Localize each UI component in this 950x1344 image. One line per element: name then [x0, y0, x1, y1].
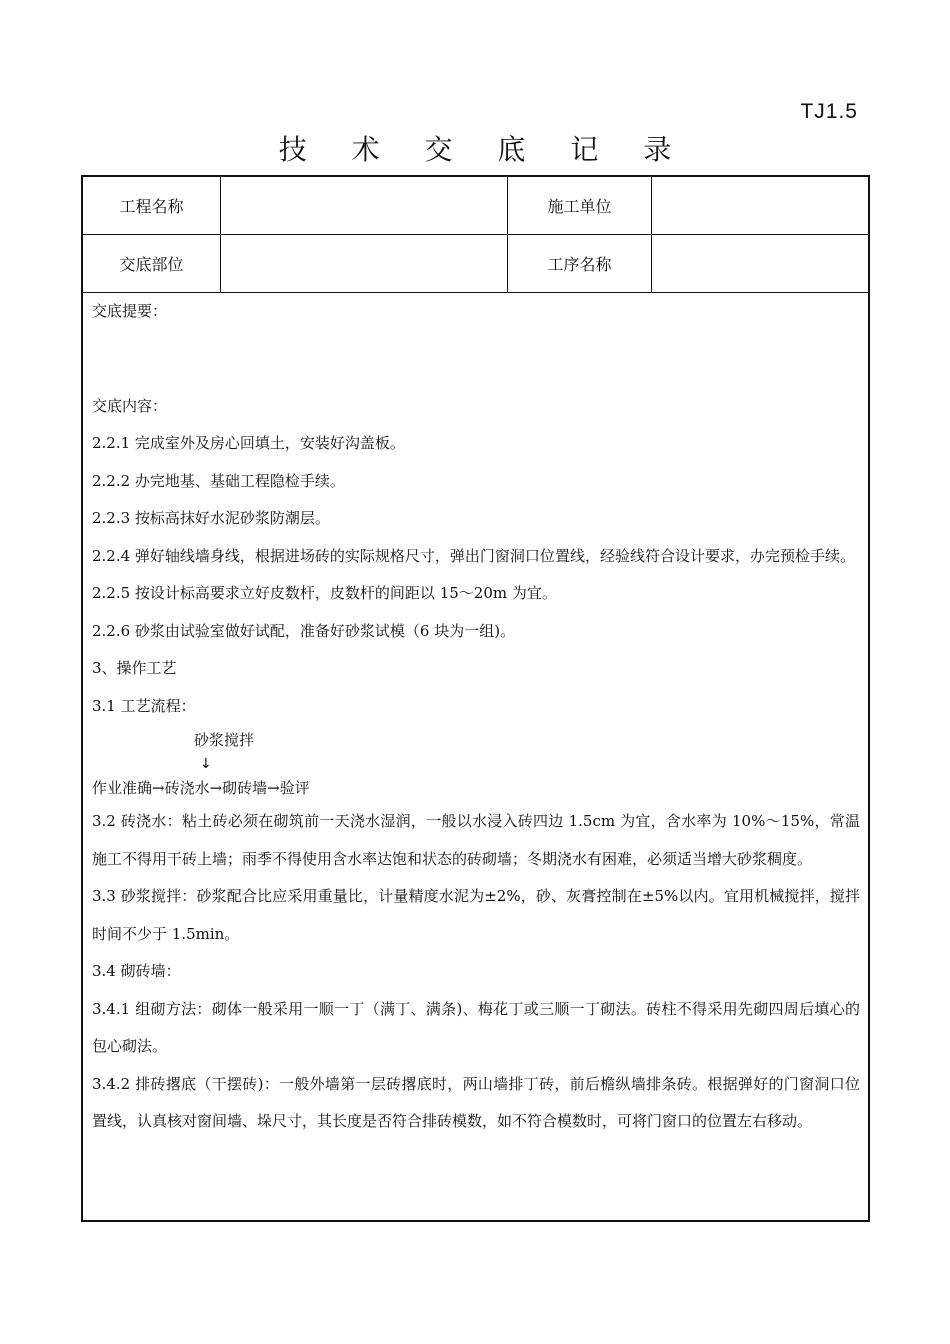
document-code: TJ1.5	[800, 100, 858, 123]
location-field[interactable]	[221, 235, 508, 292]
process-name-label: 工序名称	[508, 235, 652, 292]
paragraph-3-4-1: 3.4.1 组砌方法：砌体一般采用一顺一丁（满丁、满条)、梅花丁或三顺一丁砌法。砖柱不得采用先砌四周后填心的包心砌法。	[92, 999, 860, 1055]
form-row-1	[83, 177, 868, 235]
construction-unit-label: 施工单位	[508, 177, 652, 234]
summary-body	[92, 331, 860, 388]
paragraph-2-2-2: 2.2.2 办完地基、基础工程隐检手续。	[92, 471, 345, 490]
paragraph-3-4-2: 3.4.2 排砖撂底（干摆砖)：一般外墙第一层砖撂底时，两山墙排丁砖，前后檐纵墙排条砖。根据弹好的门窗洞口位置线，认真核对窗间墙、垛尺寸，其长度是否符合排砖模数，如不符合模数时，可将门窗口的位置左右移动。	[92, 1074, 860, 1130]
project-name-label: 工程名称	[83, 177, 221, 234]
page-title: 技 术 交 底 记 录	[278, 133, 690, 166]
project-name-field[interactable]	[221, 177, 508, 234]
location-label: 交底部位	[83, 235, 221, 292]
section-3-heading: 3、操作工艺	[92, 659, 177, 677]
content-label: 交底内容：	[92, 396, 168, 415]
paragraph-3-2: 3.2 砖浇水：粘土砖必须在砌筑前一天浇水湿润，一般以水浸入砖四边 1.5cm 为宜，含水率为 10%～15%，常温施工不得用干砖上墙；雨季不得使用含水率达饱和状态的砖砌墙；冬期浇水有困难，必须适当增大砂浆稠度。	[92, 812, 860, 868]
paragraph-2-2-5: 2.2.5 按设计标高要求立好皮数杆，皮数杆的间距以 15～20m 为宜。	[92, 584, 557, 602]
process-name-field[interactable]	[652, 235, 870, 292]
form-row-2	[83, 235, 868, 293]
content-area	[92, 293, 860, 1220]
paragraph-3-3: 3.3 砂浆搅拌：砂浆配合比应采用重量比，计量精度水泥为±2%，砂、灰膏控制在±5%以内。宜用机械搅拌，搅拌时间不少于 1.5min。	[92, 887, 860, 943]
paragraph-2-2-6: 2.2.6 砂浆由试验室做好试配，准备好砂浆试模（6 块为一组)。	[92, 621, 516, 640]
record-form	[81, 175, 870, 1222]
flow-arrow-down-icon: ↓	[200, 756, 212, 772]
paragraph-2-2-3: 2.2.3 按标高抹好水泥砂浆防潮层。	[92, 509, 330, 527]
flow-main-sequence: 作业准确→砖浇水→砌砖墙→验评	[92, 779, 310, 797]
summary-label: 交底提要：	[92, 302, 168, 320]
paragraph-2-2-4: 2.2.4 弹好轴线墙身线，根据进场砖的实际规格尺寸，弹出门窗洞口位置线，经验线符合设计要求，办完预检手续。	[92, 546, 855, 565]
paragraph-2-2-1: 2.2.1 完成室外及房心回填土，安装好沟盖板。	[92, 434, 405, 452]
paragraph-3-1: 3.1 工艺流程：	[92, 696, 196, 715]
construction-unit-field[interactable]	[652, 177, 870, 234]
paragraph-3-4: 3.4 砌砖墙：	[92, 962, 181, 980]
flow-step-mortar: 砂浆搅拌	[194, 731, 255, 749]
